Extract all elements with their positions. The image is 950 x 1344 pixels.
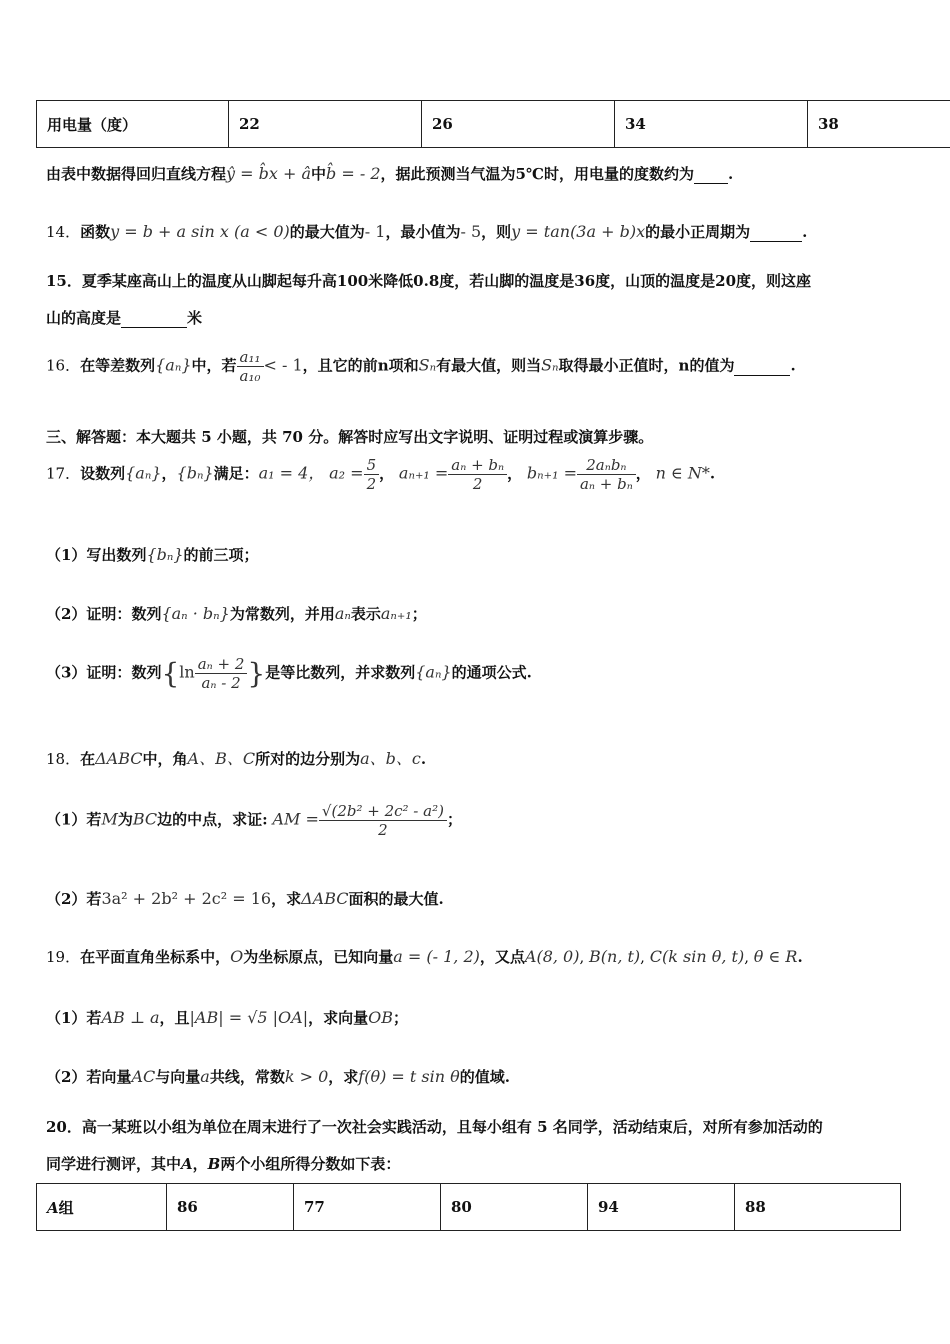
table-cell: 用电量（度） xyxy=(37,101,229,148)
fraction: $\frac{\text{a₁₁}}{\text{a₁₀}}$ xyxy=(237,348,264,385)
answer-blank xyxy=(734,357,790,376)
fraction: $\frac{\text{√(2b² + 2c² - a²)}}{2}$ xyxy=(319,802,447,839)
question-16: 16．在等差数列{aₙ}中，若 $\frac{\text{a₁₁}}{\text{a₁₀}}$ < - 1，且它的前n项和Sₙ有最大值，则当Sₙ取得最小正值时，n的值为 . xyxy=(46,348,796,385)
fraction: $\frac{\text{aₙ + 2}}{\text{aₙ - 2}}$ xyxy=(195,655,248,692)
table-cell: 26 xyxy=(422,101,615,148)
fraction: $\frac{\text{aₙ + bₙ}}{2}$ xyxy=(448,456,507,493)
question-19: 19．在平面直角坐标系中，O为坐标原点，已知向量a = (- 1, 2)，又点A(8, 0), B(n, t), C(k sin θ, t), θ ∈ R. xyxy=(46,947,803,966)
table-cell: 77 xyxy=(294,1184,441,1231)
question-17: 17．设数列{aₙ}，{bₙ}满足：a₁ = 4， a₂ = $\frac{5}{2}$ ， aₙ₊₁ = $\frac{\text{aₙ + bₙ}}{2}$ ， bₙ₊₁ = $\frac{\text{2aₙbₙ}}{\text{aₙ + bₙ}}$ ， n ∈ N*. xyxy=(46,456,716,493)
question-19-part1: （1）若AB ⊥ a，且|AB| = √5 |OA|，求向量OB； xyxy=(46,1008,409,1027)
question-17-part3: （3）证明：数列{ln $\frac{\text{aₙ + 2}}{\text{aₙ - 2}}$ }是等比数列，并求数列{aₙ}的通项公式. xyxy=(46,655,532,692)
q13-text: 由表中数据得回归直线方程ŷ = b̂x + â中b̂ = - 2，据此预测当气温为5℃时，用电量的度数约为 . xyxy=(46,164,734,183)
table-cell: A组 xyxy=(37,1184,167,1231)
question-19-part2: （2）若向量AC与向量a共线，常数k > 0，求f(θ) = t sin θ的值域. xyxy=(46,1067,511,1086)
table-cell: 38 xyxy=(808,101,950,148)
answer-blank xyxy=(121,309,187,328)
table-cell: 88 xyxy=(735,1184,901,1231)
question-20-line1: 20．高一某班以小组为单位在周末进行了一次社会实践活动，且每小组有 5 名同学，活动结束后，对所有参加活动的 xyxy=(46,1118,823,1136)
table-cell: 94 xyxy=(588,1184,735,1231)
question-15-line2: 山的高度是 米 xyxy=(46,309,203,327)
question-18-part1: （1）若M为BC边的中点，求证: AM = $\frac{\text{√(2b² + 2c² - a²)}}{2}$ ； xyxy=(46,802,462,839)
table-cell: 86 xyxy=(167,1184,294,1231)
electricity-table xyxy=(36,100,950,148)
table-cell: 80 xyxy=(441,1184,588,1231)
table-cell: 34 xyxy=(615,101,808,148)
question-14: 14．函数y = b + a sin x (a < 0)的最大值为- 1，最小值为- 5，则y = tan(3a + b)x的最小正周期为 . xyxy=(46,222,808,241)
fraction: $\frac{\text{2aₙbₙ}}{\text{aₙ + bₙ}}$ xyxy=(577,456,636,493)
question-18: 18．在ΔABC中，角A、B、C所对的边分别为a、b、c. xyxy=(46,749,427,768)
answer-blank xyxy=(694,165,728,184)
question-20-line2: 同学进行测评，其中A，B两个小组所得分数如下表： xyxy=(46,1155,401,1173)
table-cell: 22 xyxy=(229,101,422,148)
question-17-part2: （2）证明：数列{aₙ · bₙ}为常数列，并用aₙ表示aₙ₊₁； xyxy=(46,604,427,623)
question-15-line1: 15．夏季某座高山上的温度从山脚起每升高100米降低0.8度，若山脚的温度是36度，山顶的温度是20度，则这座 xyxy=(46,272,812,290)
question-18-part2: （2）若3a² + 2b² + 2c² = 16，求ΔABC面积的最大值. xyxy=(46,889,444,908)
fraction: $\frac{5}{2}$ xyxy=(364,456,380,493)
section-3-heading: 三、解答题：本大题共 5 小题，共 70 分。解答时应写出文字说明、证明过程或演算步骤。 xyxy=(46,428,654,446)
answer-blank xyxy=(750,223,802,242)
question-17-part1: （1）写出数列{bₙ}的前三项； xyxy=(46,545,259,564)
group-a-score-table xyxy=(36,1183,901,1231)
